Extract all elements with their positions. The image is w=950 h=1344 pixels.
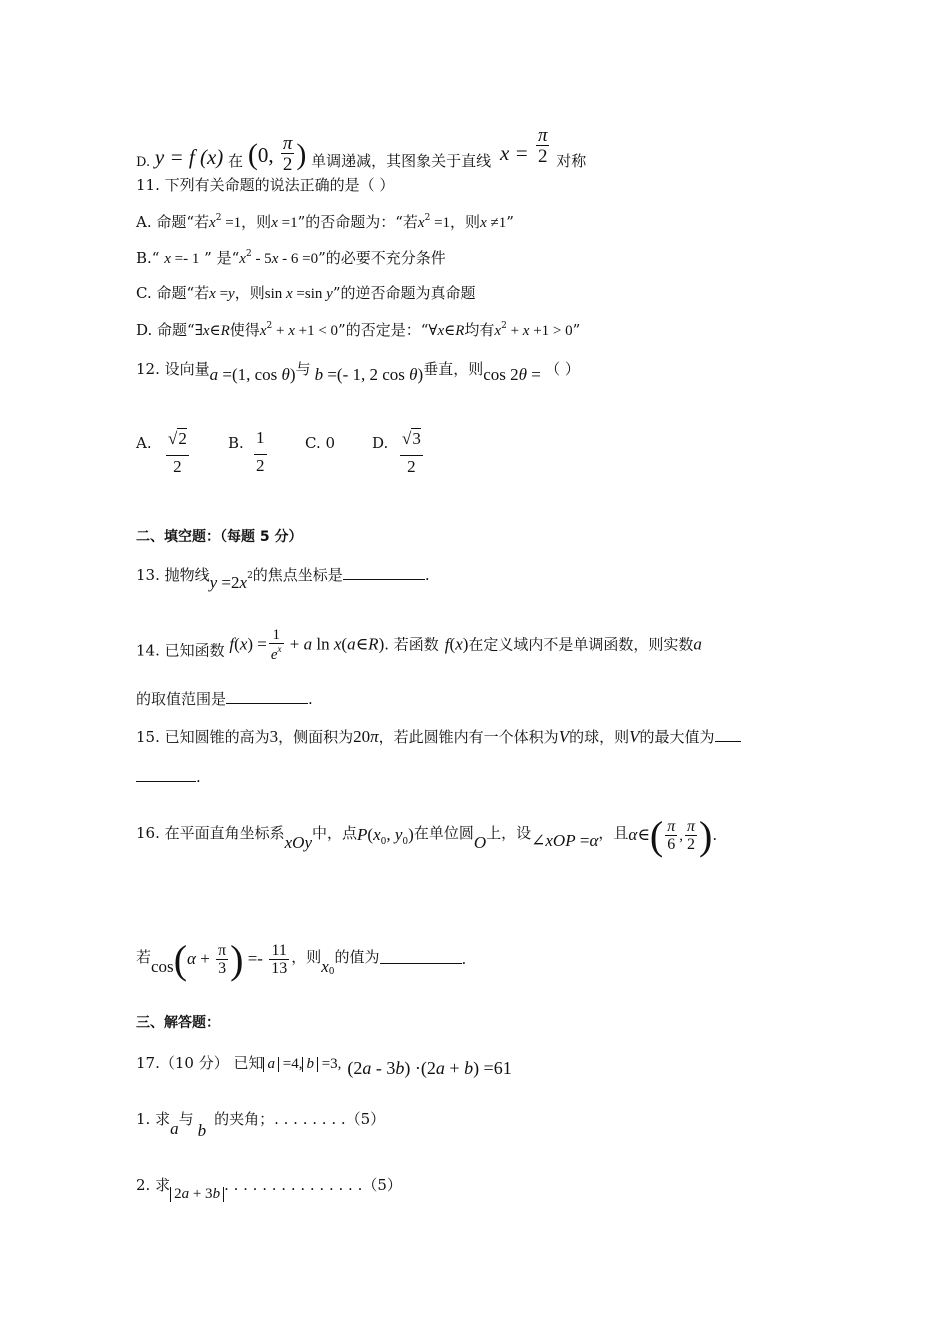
q12-option-a-value: $\frac{√2}{2}$ [168,429,187,476]
q11-option-b: B.“ x =- 1 ” 是“$x^2 - 5x - 6 =0$”的必要不充分条件 [136,249,446,267]
q15-answer-blank[interactable] [136,771,196,782]
q10-d-func: y = f (x) [154,145,224,169]
q12-option-a-label: A. [136,434,152,452]
q10-d-interval: ( [247,138,258,171]
q11-option-c: C. 命题“若x =y，则sin x =sin y”的逆否命题为真命题 [136,284,476,302]
q13-answer-blank[interactable] [343,569,425,580]
q10-option-d: D. y = f (x) 在 (0, $\frac{\pi}{2}$ ) 单调递减，其图象关于直线 x = $\frac{\pi}{2}$ 对称 [136,125,587,175]
q14-line2: 的取值范围是 . [136,690,313,708]
q16-line2: 若cos(α + $\frac{\pi}{3}$ ) =- $\frac{11}{13}$ ，则$x_0$的值为 . [136,937,467,982]
q10-d-line: x = [499,141,534,165]
q12-option-c: C. 0 [305,434,336,452]
q17-sub2: 2. 求 2a + 3b . . . . . . . . . . . . . . .（5） [136,1176,402,1202]
q12-option-d-value: $\frac{√3}{2}$ [402,429,421,476]
q14: 14. 已知函数 f(x) = $\frac{1}{e^x}$ + a ln x(a∈R). 若函数 f(x)在定义域内不是单调函数，则实数a [136,627,702,663]
q15-line2: . [136,770,201,785]
section-solve-title: 三、解答题： [136,1015,220,1031]
q10-d-text-end: 对称 [556,152,587,170]
q17-sub1: 1. 求a与b的夹角；. . . . . . . .（5） [136,1110,386,1140]
q10-d-text-in: 在 [228,152,244,170]
q16-answer-blank[interactable] [380,953,462,964]
q10-d-label: D. [136,155,151,170]
q12-option-b-value: $\frac{1}{2}$ [256,428,265,475]
q11-option-d: D. 命题“∃x∈R使得$x^2 + x +1 < 0$”的否定是：“∀x∈R均有$x^2 + x +1 > 0$” [136,321,581,339]
q12-option-d-label: D. [372,434,389,452]
q15: 15. 已知圆锥的高为3，侧面积为20π，若此圆锥内有一个体积为V的球，则V的最大值为 [136,728,741,745]
q12-option-b-label: B. [228,434,244,452]
q14-answer-blank[interactable] [226,693,308,704]
q11-option-a: A. 命题“若$x^2 =1$，则x =1”的否命题为：“若$x^2 =1$，则x ≠1” [136,213,514,231]
section-fill-in-title: 二、填空题：（每题 5 分） [136,529,303,545]
q13: 13. 抛物线$y =2x^2$的焦点坐标是 . [136,566,430,592]
q16: 16. 在平面直角坐标系xOy中，点$P(x_0$, $y_0$)在单位圆O上，设∠xOP =α，且α∈( $\frac{\pi}{6}$ , $\frac{\pi}{2}$ ). [136,813,718,858]
q11-stem: 11. 下列有关命题的说法正确的是（ ） [136,176,395,194]
q17: 17.（10 分） 已知 a =4, b =3, (2a - 3b) ·(2a + b) =61 [136,1054,512,1078]
q12-stem: 12. 设向量a =(1, cos θ)与 b =(- 1, 2 cos θ)垂直，则cos 2θ = （ ） [136,360,580,384]
q10-d-text-mid: 单调递减，其图象关于直线 [311,152,492,170]
